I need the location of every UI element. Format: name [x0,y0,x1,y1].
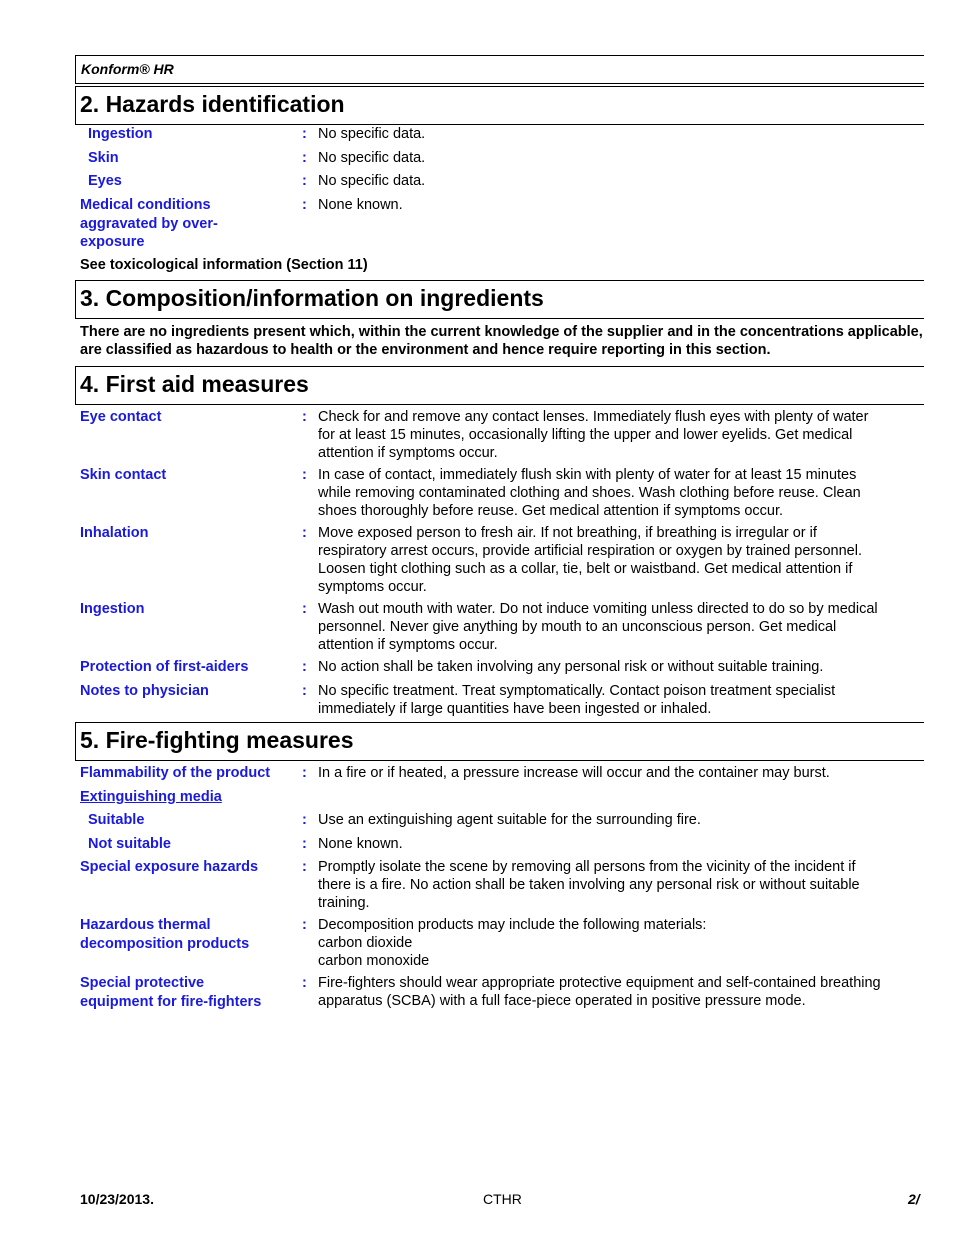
label-skin-contact: Skin contact [80,467,167,483]
colon: : [302,812,307,828]
label-medical-conditions: Medical conditions aggravated by over- exposure [80,197,218,250]
value-notes-to-physician: No specific treatment. Treat symptomatically. Contact poison treatment specialist immediately if large quantities have been ingested or inhaled. [318,683,836,717]
colon: : [302,659,307,675]
label-eyes: Eyes [88,173,122,189]
label-special-exposure-hazards: Special exposure hazards [80,859,259,875]
product-name: Konform® HR [81,61,174,77]
colon: : [302,975,307,991]
label-first-aid-ingestion: Ingestion [80,601,145,617]
value-hazardous-thermal: Decomposition products may include the following materials: carbon dioxide carbon monoxide [318,917,707,969]
label-hazardous-thermal: Hazardous thermal decomposition products [80,917,250,952]
label-protection-first-aiders: Protection of first-aiders [80,659,249,675]
value-ingestion: No specific data. [318,126,426,142]
section-2-title: 2. Hazards identification [80,91,345,117]
value-medical-conditions: None known. [318,197,403,213]
colon: : [302,683,307,699]
value-first-aid-ingestion: Wash out mouth with water. Do not induce vomiting unless directed to do so by medical personnel. Never give anything by mouth to an unconscious person. Get medical attention if symptoms occur. [318,601,878,653]
footer-date: 10/23/2013. [80,1191,154,1207]
colon: : [302,467,307,483]
colon: : [302,525,307,541]
subheading-extinguishing-media: Extinguishing media [80,789,222,805]
label-ingestion: Ingestion [88,126,153,142]
value-eyes: No specific data. [318,173,426,189]
label-inhalation: Inhalation [80,525,149,541]
colon: : [302,601,307,617]
colon: : [302,917,307,933]
label-flammability: Flammability of the product [80,765,271,781]
product-header [75,55,924,84]
value-special-exposure-hazards: Promptly isolate the scene by removing all persons from the vicinity of the incident if there is a fire. No action shall be taken involving any personal risk or without suitable training. [318,859,860,911]
label-suitable: Suitable [88,812,145,828]
label-notes-to-physician: Notes to physician [80,683,209,699]
section-3-title: 3. Composition/information on ingredients [80,285,544,311]
section-5-header [75,722,924,761]
colon: : [302,765,307,781]
value-eye-contact: Check for and remove any contact lenses. Immediately flush eyes with plenty of water for at least 15 minutes, occasionally lifting the upper and lower eyelids. Get medical attention if symptoms occur. [318,409,869,461]
colon: : [302,197,307,213]
colon: : [302,173,307,189]
value-protection-first-aiders: No action shall be taken involving any personal risk or without suitable training. [318,659,824,675]
value-inhalation: Move exposed person to fresh air. If not breathing, if breathing is irregular or if respiratory arrest occurs, provide artificial respiration or oxygen by trained personnel. Loosen tight clothing such as a collar, tie, belt or waistband. Get medical attention if symptoms occur. [318,525,862,595]
label-not-suitable: Not suitable [88,836,171,852]
section-3-header [75,280,924,319]
value-skin: No specific data. [318,150,426,166]
section-2-header [75,86,924,125]
value-special-protective-equipment: Fire-fighters should wear appropriate protective equipment and self-contained breathing apparatus (SCBA) with a full face-piece operated in positive pressure mode. [318,975,881,1009]
section-5-title: 5. Fire-fighting measures [80,727,354,753]
value-flammability: In a fire or if heated, a pressure increase will occur and the container may burst. [318,765,830,781]
toxicological-note: See toxicological information (Section 11) [80,257,368,273]
label-skin: Skin [88,150,119,166]
section-4-header [75,366,924,405]
colon: : [302,150,307,166]
colon: : [302,409,307,425]
colon: : [302,859,307,875]
footer-code: CTHR [483,1191,522,1207]
section-4-title: 4. First aid measures [80,371,309,397]
footer-page-number: 2/ [908,1191,920,1207]
value-suitable: Use an extinguishing agent suitable for the surrounding fire. [318,812,701,828]
value-not-suitable: None known. [318,836,403,852]
colon: : [302,126,307,142]
label-special-protective-equipment: Special protective equipment for fire-fighters [80,975,262,1010]
colon: : [302,836,307,852]
ingredients-statement: There are no ingredients present which, within the current knowledge of the supplier and in the concentrations applicable, are classified as hazardous to health or the environment and hence require reporting in this section. [80,324,923,358]
label-eye-contact: Eye contact [80,409,162,425]
value-skin-contact: In case of contact, immediately flush skin with plenty of water for at least 15 minutes while removing contaminated clothing and shoes. Wash clothing before reuse. Clean shoes thoroughly before reuse. Get medical attention if symptoms occur. [318,467,861,519]
